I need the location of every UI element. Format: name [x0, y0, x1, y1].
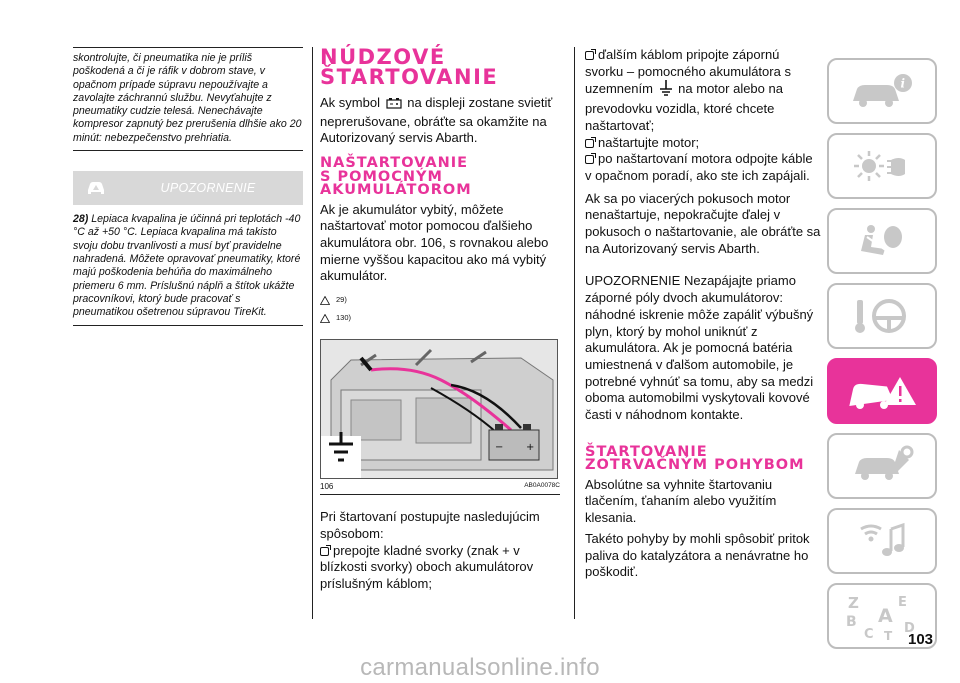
index-letter-z: Z	[848, 594, 859, 612]
no-start-advice: Ak sa po viacerých pokusoch motor nenaštartuje, nepokračujte ďalej v pokusoch o naštartovanie, ale obráťte sa na Autorizovaný servis Abarth.	[585, 190, 821, 256]
svg-text:i: i	[900, 76, 906, 91]
warning-header	[73, 171, 303, 205]
car-emergency-icon	[842, 369, 922, 413]
figure-number: 106	[320, 482, 334, 492]
bullet-icon	[585, 155, 594, 164]
warning-car-icon	[79, 171, 113, 205]
procedure-step-3: naštartujte motor;	[585, 135, 821, 152]
jump-start-illustration	[320, 339, 558, 479]
warning-box	[73, 213, 303, 326]
warning-text: Lepiaca kvapalina je účinná pri teplotách -40 °C až +50 °C. Lepiaca kvapalina má takisto svoju dobu trvanlivosti a musí byť pravidelne nahradená. Môžete opravovať pneumatiky, ktoré majú poškodenia behúňa do maximálneho priemeru 6 mm. Príslušnú náplň a štítok ukážte pracovníkovi, ktorý bude pracovať s pneumatikou ošetrenou súpravou TireKit.	[73, 213, 301, 319]
push-start-consequence: Takéto pohyby by mohli spôsobiť pritok paliva do katalyzátora a nenávratne ho poškodiť.	[585, 530, 810, 580]
bullet-icon	[585, 139, 594, 148]
chapter-tabs	[827, 58, 937, 658]
reference-2: 130)	[320, 309, 560, 327]
tab-dashboard[interactable]	[827, 133, 937, 199]
multimedia-icon	[847, 519, 917, 563]
seat-airbag-icon	[847, 221, 917, 261]
column-divider-right	[574, 47, 575, 619]
ground-symbol-icon	[659, 80, 673, 101]
column-divider-left	[312, 47, 313, 619]
index-letter-c: C	[864, 627, 874, 640]
right-column	[585, 47, 821, 581]
page-number: 103	[908, 631, 934, 648]
dashboard-lights-icon	[847, 146, 917, 186]
index-letter-d: D	[904, 621, 915, 636]
procedure-step-1: prepojte kladné svorky (znak + v blízkosti svorky) oboch akumulátorov príslušným káblom;	[320, 542, 534, 591]
jump-start-warning: UPOZORNENIE Nezapájajte priamo záporné póly dvoch akumulátorov: náhodné iskrenie môže zapáliť výbušný plyn, ktorý by mohol uniknúť z akumulátora. Ak je pomocná batéria umiestnená v ďalšom automobile, je potrebné vyhnúť sa tomu, aby sa medzi oboma automobilmi vyskytovali kovové časti v náhodnom kontakte.	[585, 273, 814, 423]
figure-code: AB0A0078C	[524, 482, 560, 490]
figure-caption	[320, 482, 560, 495]
left-column	[73, 47, 303, 326]
warning-triangle-icon	[320, 296, 330, 305]
tab-maintenance[interactable]	[827, 433, 937, 499]
car-maintenance-icon	[847, 444, 917, 488]
warning-title: UPOZORNENIE	[160, 181, 256, 196]
battery-warning-intro: Ak symbol na displeji zostane svietiť neprerušovane, obráťte sa okamžite na Autorizovaný servis Abarth.	[320, 95, 553, 146]
section-title: NÚDZOVÉ ŠTARTOVANIE	[320, 45, 499, 89]
tire-kit-instructions: skontrolujte, či pneumatika nie je príliš poškodená a či je ráfik v dobrom stave, v opačnom prípade súpravu nepoužívajte a zavolajte záchrannú službu. Nevyťahujte z pneumatiky cudzie telesá. Nenechávajte kompresor zapnutý bez prerušenia dlhšie ako 20 minút: nebezpečenstvo prehriatia.	[73, 52, 302, 144]
car-info-icon	[847, 71, 917, 111]
bullet-icon	[320, 547, 329, 556]
subsection-title: NAŠTARTOVANIE S POMOCNÝM AKUMULÁTOROM	[320, 155, 472, 199]
index-letter-b: B	[846, 614, 857, 630]
tab-emergency[interactable]	[827, 358, 937, 424]
svg-text:−: −	[495, 442, 504, 454]
push-start-text: Absolútne sa vyhnite štartovaniu tlačením, ťahaním alebo využitím klesania.	[585, 476, 777, 526]
bullet-icon	[585, 51, 594, 60]
reference-1: 29)	[320, 291, 560, 309]
jump-start-text: Ak je akumulátor vybitý, môžete naštartovať motor pomocou ďalšieho akumulátora obr. 106, s rovnakou alebo mierne vyššou kapacitou ako má vybitý akumulátor.	[320, 201, 549, 284]
tab-starting-driving[interactable]	[827, 283, 937, 349]
procedure-step-2: ďalším káblom pripojte zápornú svorku – pomocného akumulátora s uzemnením na motor alebo na prevodovku vozidla, ktoré chcete naštartovať;	[585, 47, 791, 133]
procedure-step-4: po naštartovaní motora odpojte káble v opačnom poradí, ako ste ich zapájali.	[585, 151, 813, 183]
warning-number: 28)	[73, 213, 89, 226]
index-letter-e: E	[898, 595, 907, 610]
left-top-rule	[73, 47, 303, 48]
svg-text:+: +	[526, 442, 535, 454]
tab-safety[interactable]	[827, 208, 937, 274]
warning-triangle-icon	[320, 314, 330, 323]
left-bottom-rule	[73, 150, 303, 151]
tab-multimedia[interactable]	[827, 508, 937, 574]
steering-wheel-key-icon	[847, 294, 917, 338]
middle-column	[320, 47, 560, 593]
procedure-intro: Pri štartovaní postupujte nasledujúcim spôsobom:	[320, 509, 540, 541]
index-letter-t: T	[884, 629, 893, 640]
references	[320, 291, 560, 327]
battery-warning-icon	[386, 97, 402, 114]
tab-car-info[interactable]	[827, 58, 937, 124]
watermark: carmanualsonline.info	[360, 654, 600, 681]
push-start-title: ŠTARTOVANIE ZOTRVAČNÝM POHYBOM	[585, 443, 805, 474]
index-letter-a: A	[878, 605, 893, 627]
